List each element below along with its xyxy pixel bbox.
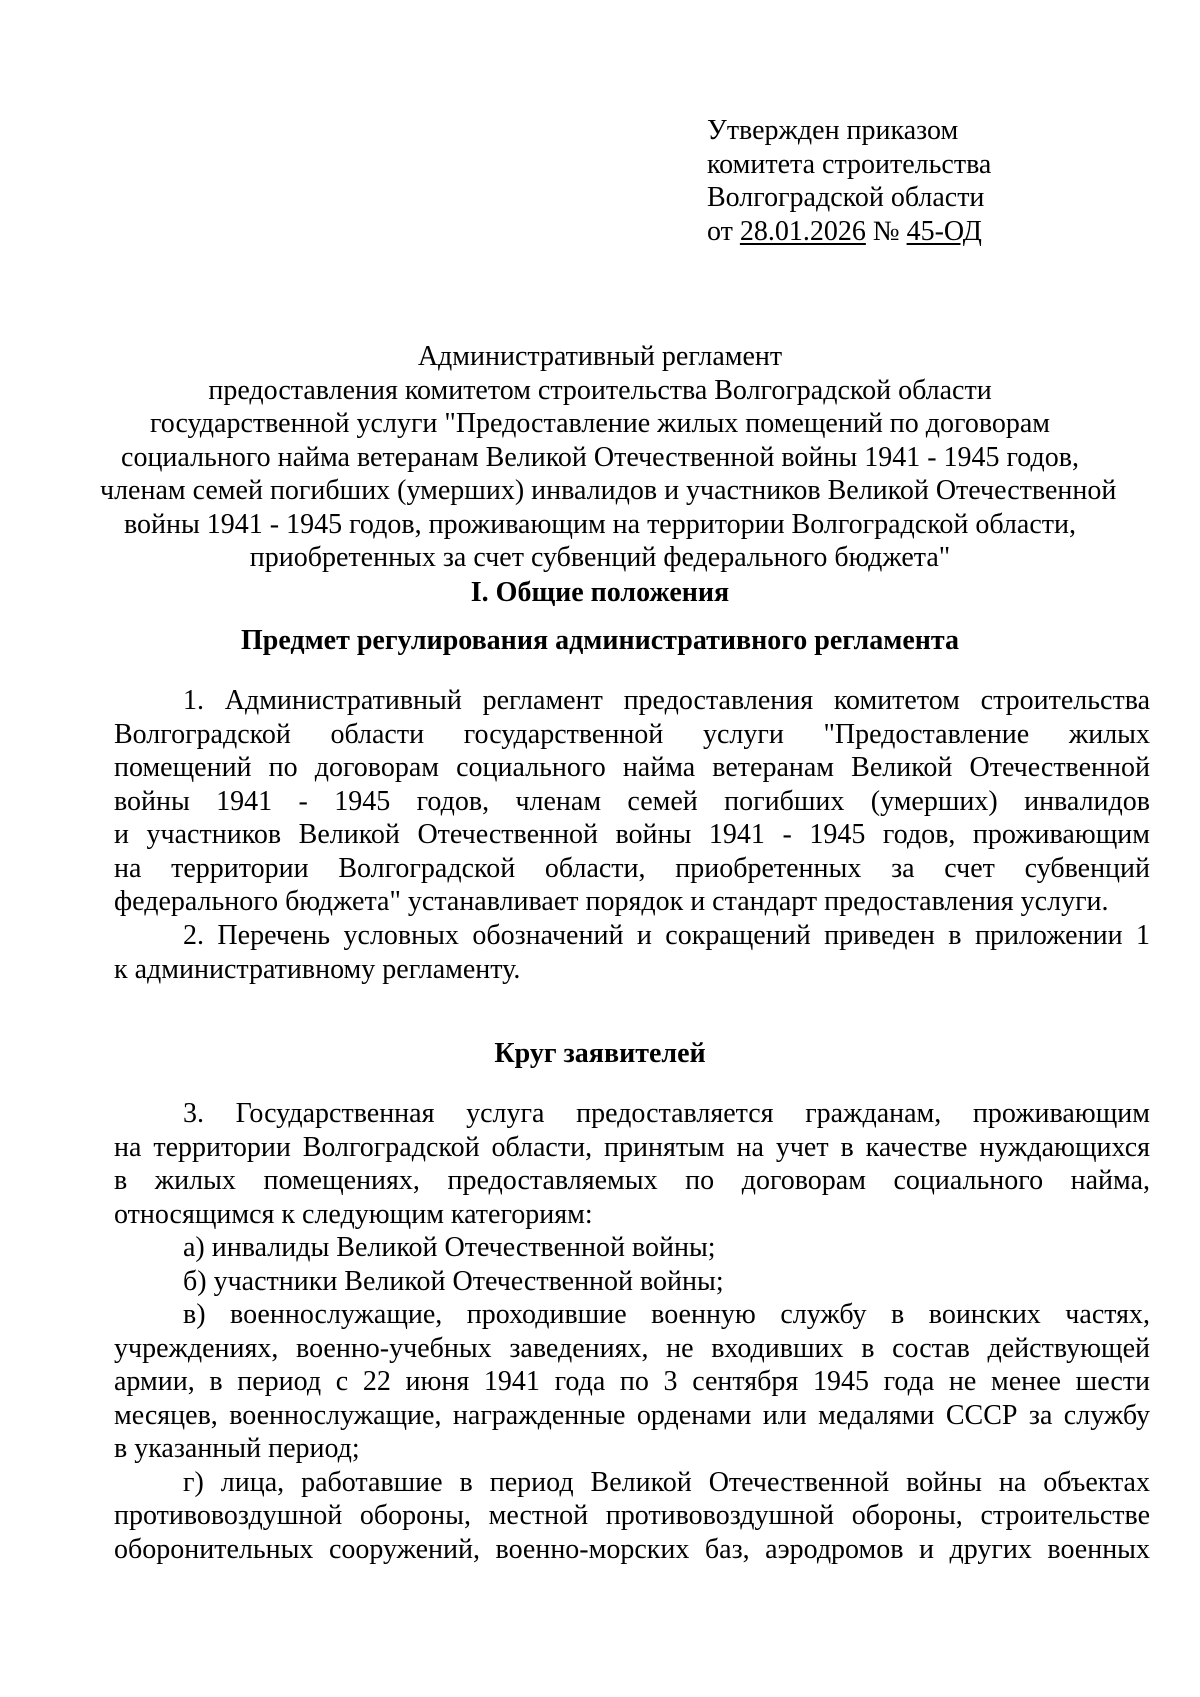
paragraph-line: армии, в период с 22 июня 1941 года по 3 сентября 1945 года не менее шести bbox=[114, 1366, 1150, 1397]
title-line: приобретенных за счет субвенций федерального бюджета" bbox=[249, 542, 951, 573]
paragraph-line: оборонительных сооружений, военно-морских баз, аэродромов и других военных bbox=[114, 1533, 1150, 1565]
paragraph-2 bbox=[114, 919, 1150, 986]
paragraph-line: месяцев, военнослужащие, награжденные орденами или медалями СССР за службу bbox=[114, 1399, 1150, 1431]
title-line: социального найма ветеранам Великой Отечественной войны 1941 - 1945 годов, bbox=[121, 441, 1079, 473]
approval-stamp bbox=[707, 114, 1107, 248]
paragraph-line: и участников Великой Отечественной войны 1941 - 1945 годов, проживающим bbox=[114, 819, 1150, 850]
title-line: государственной услуги "Предоставление жилых помещений по договорам bbox=[149, 408, 1050, 439]
paragraph-line: противовоздушной обороны, местной противовоздушной обороны, строительстве bbox=[114, 1500, 1150, 1531]
subheading-subject: Предмет регулирования административного регламента bbox=[241, 625, 959, 656]
title-line: Административный регламент bbox=[417, 341, 783, 372]
paragraph-line: 2. Перечень условных обозначений и сокращений приведен в приложении 1 bbox=[183, 920, 1150, 951]
list-item-a: а) инвалиды Великой Отечественной войны; bbox=[183, 1232, 716, 1263]
paragraph-line: 3. Государственная услуга предоставляется гражданам, проживающим bbox=[183, 1098, 1150, 1129]
approval-line-4 bbox=[707, 215, 1107, 249]
paragraph-line: учреждениях, военно-учебных заведениях, не входивших в состав действующей bbox=[114, 1332, 1150, 1364]
approval-line-1: Утвержден приказом bbox=[707, 115, 959, 146]
list-item-v: в) военнослужащие, проходившие военную службу в воинских частях, bbox=[183, 1299, 1150, 1330]
approval-line-2: комитета строительства bbox=[707, 148, 992, 180]
paragraph-3 bbox=[114, 1097, 1150, 1566]
paragraph-line: в указанный период; bbox=[114, 1433, 360, 1464]
paragraph-line: на территории Волгоградской области, принятым на учет в качестве нуждающихся bbox=[114, 1131, 1150, 1163]
approval-number: 45-ОД bbox=[906, 215, 982, 247]
title-line: членам семей погибших (умерших) инвалидов и участников Великой Отечественной bbox=[100, 475, 1117, 506]
approval-line-3: Волгоградской области bbox=[707, 182, 985, 213]
paragraph-line: федерального бюджета" устанавливает порядок и стандарт предоставления услуги. bbox=[114, 886, 1109, 917]
document-title bbox=[100, 340, 1117, 575]
subheading-applicants: Круг заявителей bbox=[494, 1038, 706, 1069]
paragraph-line: Волгоградской области государственной услуги "Предоставление жилых bbox=[114, 718, 1150, 750]
paragraph-line: относящимся к следующим категориям: bbox=[114, 1198, 593, 1230]
approval-from: от bbox=[707, 215, 733, 247]
list-item-g: г) лица, работавшие в период Великой Отечественной войны на объектах bbox=[183, 1466, 1150, 1498]
title-line: предоставления комитетом строительства Волгоградской области bbox=[208, 374, 992, 406]
paragraph-line: к административному регламенту. bbox=[114, 953, 521, 985]
paragraph-line: войны 1941 - 1945 годов, членам семей погибших (умерших) инвалидов bbox=[114, 785, 1150, 817]
paragraph-1 bbox=[114, 684, 1150, 919]
approval-no-sign: № bbox=[872, 215, 900, 247]
paragraph-line: в жилых помещениях, предоставляемых по договорам социального найма, bbox=[114, 1165, 1150, 1196]
section-heading: I. Общие положения bbox=[470, 577, 730, 608]
list-item-b: б) участники Великой Отечественной войны; bbox=[183, 1265, 724, 1297]
approval-date: 28.01.2026 bbox=[739, 215, 866, 247]
paragraph-line: помещений по договорам социального найма ветеранам Великой Отечественной bbox=[114, 752, 1150, 783]
title-line: войны 1941 - 1945 годов, проживающим на территории Волгоградской области, bbox=[124, 508, 1076, 540]
paragraph-line: 1. Административный регламент предоставления комитетом строительства bbox=[183, 685, 1150, 716]
paragraph-line: на территории Волгоградской области, приобретенных за счет субвенций bbox=[114, 852, 1150, 884]
